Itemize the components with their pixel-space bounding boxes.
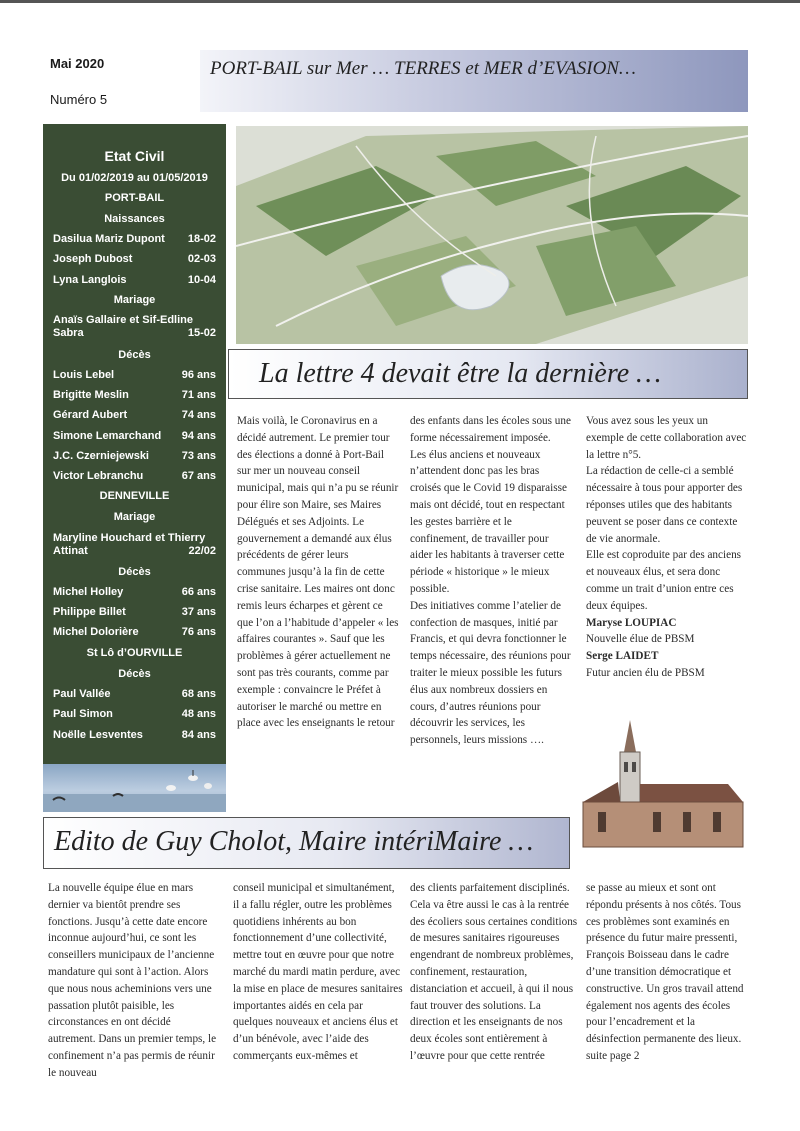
edito-column [410,880,580,1085]
article-paragraph: Elle est coproduite par des anciens et nouveaux élus, et sera donc comme un trait d’union entre ces deux équipes. [586,549,742,612]
signature-role: Futur ancien élu de PBSM [586,666,705,679]
section-denneville: DENNEVILLE [99,490,170,502]
death-entry: Philippe Billet 37 ans [53,606,216,618]
deaths-heading: Décès [118,566,151,578]
death-entry: Simone Lemarchand 94 ans [53,430,216,442]
article-paragraph: Les élus anciens et nouveaux n’attendent donc pas les bras croisés que le Covid 19 disparaisse mais ont décidé, tout en respectant les gestes barrière et le confinement, de travailler pour aider les habitants à traverser cette période « historique » le mieux possible. [410,448,567,595]
edito-banner [43,817,570,869]
issue-number: Numéro 5 [50,92,108,107]
section-portbail: PORT-BAIL [104,192,165,204]
marriage-heading: Mariage [113,511,156,523]
edito-paragraph: des clients parfaitement disciplinés. Cela va être aussi le cas à la rentrée des écoliers sous certaines conditions de mesures sanitaires rigoureuses engendrant de nombreux problèmes, confinement, restauration, distanciation et accueil, à qui il nous faut trouver des solutions. La direction et les enseignants de nos deux écoles sont entièrement à l’œuvre pour que cette rentrée [410,882,578,1062]
section-stlo: St Lô d’OURVILLE [86,647,183,659]
births-heading: Naissances [104,213,165,225]
death-entry: Gérard Aubert 74 ans [53,409,216,421]
edito-column [233,880,403,1085]
signature-name: Maryse LOUPIAC [586,616,677,629]
marriage-heading: Mariage [113,294,156,306]
death-entry: Victor Lebranchu 67 ans [53,470,216,482]
aerial-landscape-image [236,126,748,344]
article-paragraph: La rédaction de celle-ci a semblé nécessaire à tous pour apporter des réponses utiles que des habitants peuvent se poser dans ce contexte de vie anormale. [586,465,743,545]
article-banner [228,349,748,399]
signature-name: Serge LAIDET [586,650,659,663]
article-column [410,413,572,809]
edito-column [586,880,748,1085]
article-paragraph: Vous avez sous les yeux un exemple de cette collaboration avec la lettre n°5. [586,415,747,461]
death-entry: Paul Vallée 68 ans [53,688,216,700]
marriage-entry: Maryline Houchard et Thierry Attinat 22/02 [53,532,216,557]
death-entry: Noëlle Lesventes 84 ans [53,729,216,741]
issue-date: Mai 2020 [50,56,105,71]
death-entry: Louis Lebel 96 ans [53,369,216,381]
birth-entry: Dasilua Mariz Dupont 18-02 [53,233,216,245]
death-entry: Brigitte Meslin 71 ans [53,389,216,401]
birth-entry: Lyna Langlois 10-04 [53,274,216,286]
signature-role: Nouvelle élue de PBSM [586,633,695,646]
top-border [0,0,800,3]
church-illustration [578,712,748,852]
death-entry: J.C. Czerniejewski 73 ans [53,450,216,462]
edito-title: Edito de Guy Cholot, Maire intériMaire … [54,826,534,857]
seabirds-photo [43,764,226,812]
edito-paragraph: conseil municipal et simultanément, il a fallu régler, outre les problèmes quotidiens inhérents au bon fonctionnement d’une collectivité, mettre tout en œuvre pour que notre marché du mardi matin perdure, avec la mise en place de mesures sanitaires importantes aidés en cela par quelques nouveaux et anciens élus et d’un bénévole, avec l’aide des commerçants eux-mêmes et [233,882,403,1062]
birth-entry: Joseph Dubost 02-03 [53,253,216,265]
masthead-title: PORT-BAIL sur Mer … TERRES et MER d’EVASION… [210,58,636,79]
etat-civil-sidebar [43,124,226,764]
marriage-entry: Anaïs Gallaire et Sif-Edline Sabra 15-02 [53,314,216,339]
continued-note: suite page 2 [586,1049,640,1062]
edito-column [48,880,218,1085]
article-paragraph: Mais voilà, le Coronavirus en a décidé autrement. Le premier tour des élections a donné à Port-Bail sur mer un nouveau conseil municipal, mais qui n’a pu se réunir pour élire son Maire, ses Maires Délégués et ses Adjoints. Le gouvernement a demandé aux élus précédents de gérer leurs communes jusqu’à la fin de cette crise sanitaire. Les maires ont donc remis leurs écharpes et gèrent ce que l’on a l’habitude d’appeler « les affaires courantes ». Sauf que les problèmes à gérer actuellement ne sont pas très courants, comme par exemple : convaincre le Préfet à autoriser le marché ou mettre en place avec les enseignants le retour [237,415,399,730]
edito-paragraph: La nouvelle équipe élue en mars dernier va bientôt prendre ses fonctions. Jusqu’à cette date encore inconnue aujourd’hui, ce sont les conseillers municipaux de l’ancienne mandature qui sont à l’action. Alors que nous nous acheminions vers une passation plutôt paisible, les circonstances en ont décidé autrement. Dans un premier temps, le confinement n’a pas permis de réunir le nouveau [48,882,217,1079]
death-entry: Paul Simon 48 ans [53,708,216,720]
article-column [586,413,748,713]
death-entry: Michel Dolorière 76 ans [53,626,216,638]
article-title: La lettre 4 devait être la dernière … [259,358,662,389]
sidebar-period: Du 01/02/2019 au 01/05/2019 [61,172,208,184]
masthead-banner [200,50,748,112]
deaths-heading: Décès [118,668,151,680]
article-paragraph: des enfants dans les écoles sous une forme nécessairement imposée. [410,415,571,444]
article-column [237,413,399,809]
deaths-heading: Décès [118,349,151,361]
sidebar-title: Etat Civil [104,148,165,164]
article-paragraph: Des initiatives comme l’atelier de confection de masques, initié par Francis, et qui devra fonctionner le temps nécessaire, des réunions pour traiter le mieux possible les futurs élus aux nombreux dossiers en cours, d’autres réunions pour découvrir les services, les personnels, leurs missions …. [410,599,571,747]
death-entry: Michel Holley 66 ans [53,586,216,598]
edito-paragraph: se passe au mieux et sont ont répondu présents à nos côtés. Tous ces problèmes sont examinés en présence du futur maire pressenti, François Boisseau dans le cadre d’une transition démocratique et constructive. Un gros travail attend également nos agents des écoles pour l’encadrement et la désinfection permanente des lieux. [586,882,744,1046]
